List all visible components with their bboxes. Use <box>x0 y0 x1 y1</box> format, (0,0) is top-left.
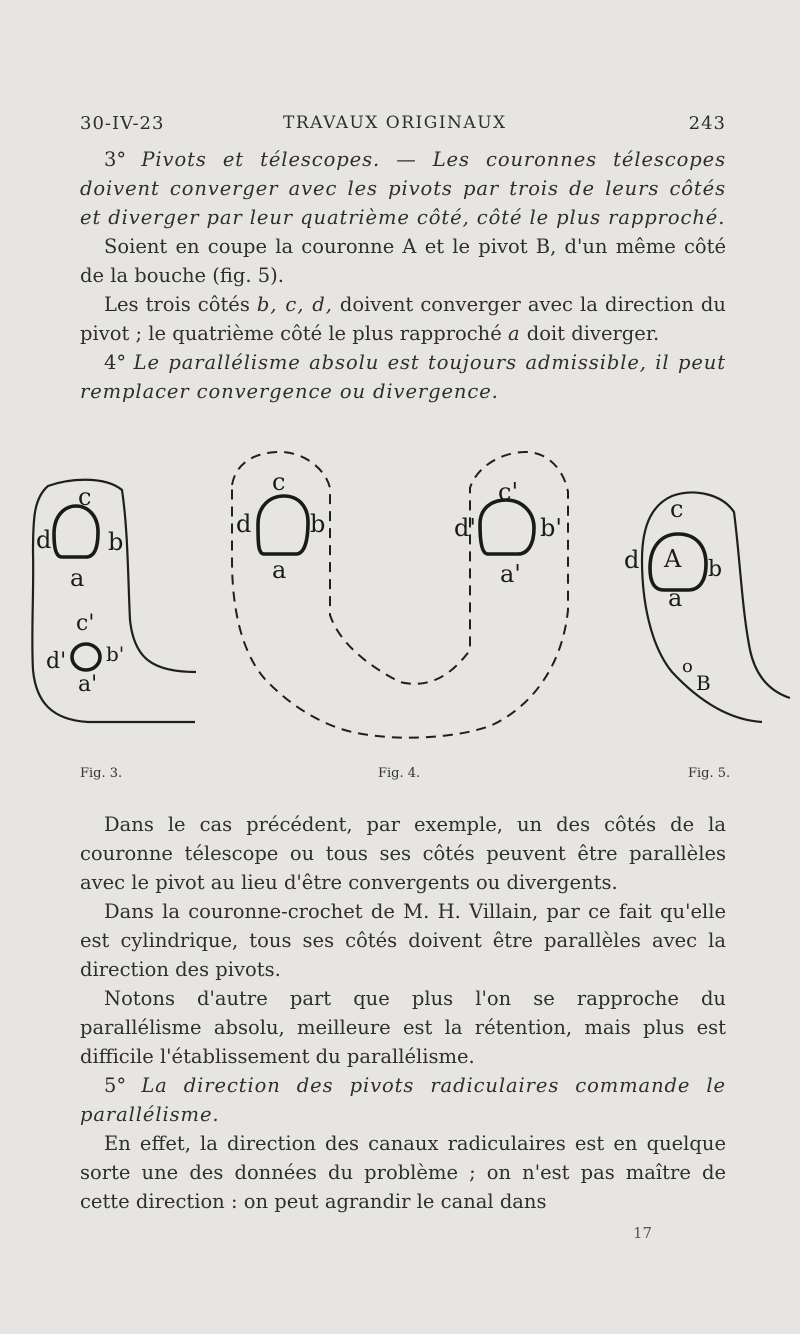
label: b <box>310 510 326 538</box>
section-4-title: Le parallélisme absolu est toujours admissible, il peut remplacer convergence ou divergence. <box>80 351 726 403</box>
figure-5 <box>624 493 790 781</box>
signature-mark: 17 <box>633 1224 653 1242</box>
figures-illustration <box>0 440 800 790</box>
section-3-number: 3° <box>104 148 127 171</box>
figure-3-caption: Fig. 3. <box>80 766 123 781</box>
label: B <box>696 671 711 695</box>
section-5-heading <box>80 1071 726 1129</box>
label: d' <box>46 649 67 674</box>
text-run-italic: b, c, d, <box>256 293 333 316</box>
section-5-number: 5° <box>104 1074 127 1097</box>
paragraph <box>80 290 726 348</box>
label: c' <box>76 611 95 636</box>
label: A <box>664 545 682 573</box>
text-block-upper <box>80 145 726 406</box>
text-block-lower <box>80 810 726 1216</box>
root-outline <box>642 493 790 722</box>
label: c <box>670 495 684 523</box>
section-3-title: Pivots et télescopes. — Les couronnes télescopes doivent converger avec les pivots par trois de leurs côtés et diverger par leur quatrième côté, côté le plus rapproché. <box>80 148 726 229</box>
label: d' <box>454 514 476 542</box>
figure-5-caption: Fig. 5. <box>688 766 731 781</box>
paragraph: En effet, la direction des canaux radiculaires est en quelque sorte une des données du problème ; on n'est pas maître de cette direction : on peut agrandir le canal dans <box>80 1132 726 1213</box>
text-run-italic: a <box>507 322 521 345</box>
label: d <box>624 546 640 574</box>
paragraph: Notons d'autre part que plus l'on se rapproche du parallélisme absolu, meilleure est la rétention, mais plus est difficile l'établissement du parallélisme. <box>80 987 726 1068</box>
text-run: doit diverger. <box>520 322 660 345</box>
crown-section-left <box>258 496 308 554</box>
section-5-title: La direction des pivots radiculaires commande le parallélisme. <box>80 1074 726 1126</box>
section-3-heading <box>80 145 726 232</box>
label: c <box>78 483 92 511</box>
label: a' <box>500 560 521 588</box>
label: c' <box>498 478 519 506</box>
paragraph: Soient en coupe la couronne A et le pivot B, d'un même côté de la bouche (fig. 5). <box>80 235 726 287</box>
label: d <box>36 526 52 554</box>
figure-4-caption: Fig. 4. <box>378 766 421 781</box>
figure-3 <box>32 480 196 781</box>
label: b <box>708 557 723 582</box>
paragraph: Dans le cas précédent, par exemple, un des côtés de la couronne télescope ou tous ses côtés peuvent être parallèles avec le pivot au lieu d'être convergents ou divergents. <box>80 813 726 894</box>
crown-section-right <box>480 500 534 554</box>
label: o <box>682 656 693 677</box>
header-date: 30-IV-23 <box>80 113 165 134</box>
label: d <box>236 510 252 538</box>
label: c <box>272 468 286 496</box>
header-title: TRAVAUX ORIGINAUX <box>283 113 507 133</box>
label: a <box>272 556 287 584</box>
paragraph: Dans la couronne-crochet de M. H. Villain, par ce fait qu'elle est cylindrique, tous ses côtés doivent être parallèles avec la direction des pivots. <box>80 900 726 981</box>
label: b <box>108 528 124 556</box>
label: a <box>70 564 85 592</box>
figure-4 <box>232 452 568 781</box>
label: b' <box>540 514 562 542</box>
label: a' <box>78 672 98 697</box>
label: a <box>668 584 683 612</box>
pivot-section <box>72 644 100 670</box>
crown-section <box>54 506 98 557</box>
page-number: 243 <box>688 113 726 134</box>
section-4-heading <box>80 348 726 406</box>
text-run: Les trois côtés <box>104 293 257 316</box>
section-4-number: 4° <box>104 351 127 374</box>
text-run: doivent converger avec la direction du pivot ; le quatrième côté le plus rapproché <box>80 293 726 345</box>
label: b' <box>106 642 125 666</box>
running-header <box>80 113 726 139</box>
